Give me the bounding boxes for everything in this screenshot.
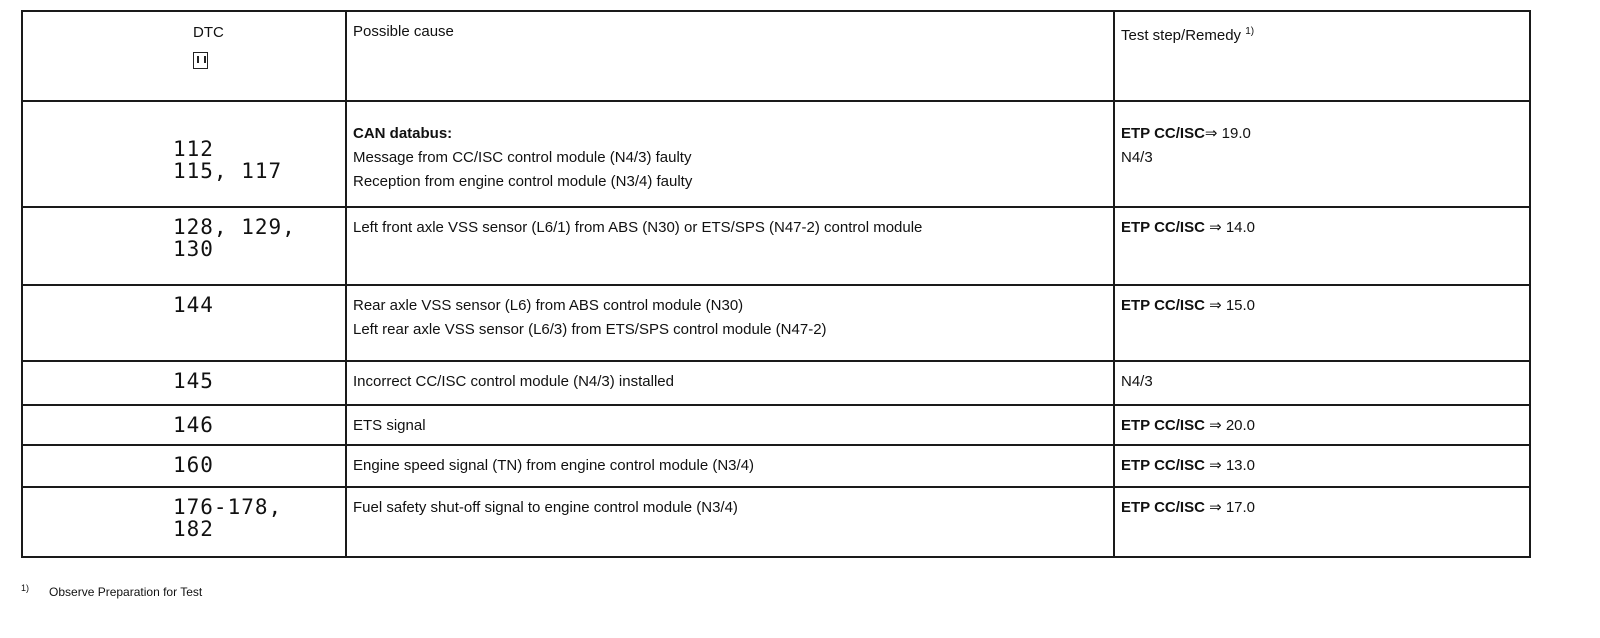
cause-text: Message from CC/ISC control module (N4/3) faulty: [353, 149, 692, 166]
dtc-code: 144: [173, 293, 214, 317]
dtc-header-label: DTC: [193, 24, 224, 41]
remedy-step: ⇒ 14.0: [1209, 219, 1256, 236]
dtc-cell: [22, 487, 346, 557]
footnote-mark: 1): [21, 583, 30, 593]
dtc-cell: [22, 207, 346, 285]
table-row: [22, 207, 1530, 285]
dtc-code: 176-178,: [173, 495, 283, 519]
cause-text: Incorrect CC/ISC control module (N4/3) installed: [353, 373, 674, 390]
cause-header-cell: [346, 11, 1114, 101]
cause-text: Rear axle VSS sensor (L6) from ABS control module (N30): [353, 297, 744, 314]
dtc-table-container: [21, 10, 1529, 558]
remedy-cell: [1114, 405, 1530, 445]
cause-text: Reception from engine control module (N3/4) faulty: [353, 173, 693, 190]
remedy-cell: [1114, 445, 1530, 487]
table-row: [22, 285, 1530, 361]
cause-cell: [346, 361, 1114, 405]
diagnostic-connector-icon: [193, 52, 208, 69]
footnote-text: Observe Preparation for Test: [49, 585, 203, 599]
remedy-cell: [1114, 285, 1530, 361]
remedy-cell: [1114, 361, 1530, 405]
dtc-cell: [22, 361, 346, 405]
remedy-step: ⇒ 20.0: [1209, 417, 1256, 434]
table-header-row: [22, 11, 1530, 101]
remedy-cell: [1114, 487, 1530, 557]
remedy-cell: [1114, 207, 1530, 285]
table-row: [22, 487, 1530, 557]
table-row: [22, 101, 1530, 207]
remedy-cell: [1114, 101, 1530, 207]
dtc-cell: [22, 101, 346, 207]
cause-title: CAN databus:: [353, 125, 453, 142]
dtc-code: 146: [173, 413, 214, 437]
cause-cell: [346, 405, 1114, 445]
remedy-label: ETP CC/ISC: [1121, 219, 1205, 236]
cause-text: Left rear axle VSS sensor (L6/3) from ETS/SPS control module (N47-2): [353, 321, 827, 338]
remedy-header-cell: [1114, 11, 1530, 101]
table-row: [22, 445, 1530, 487]
dtc-code: 130: [173, 237, 214, 261]
footnote: [21, 583, 202, 599]
cause-text: Engine speed signal (TN) from engine control module (N3/4): [353, 457, 755, 474]
cause-text: Fuel safety shut-off signal to engine control module (N3/4): [353, 499, 738, 516]
cause-text: Left front axle VSS sensor (L6/1) from ABS (N30) or ETS/SPS (N47-2) control module: [353, 219, 923, 236]
remedy-step: ⇒ 19.0: [1204, 125, 1251, 142]
remedy-label: ETP CC/ISC: [1121, 499, 1205, 516]
remedy-label: ETP CC/ISC: [1121, 457, 1205, 474]
dtc-cell: [22, 405, 346, 445]
cause-cell: [346, 101, 1114, 207]
dtc-code: 182: [173, 517, 214, 541]
dtc-table: [21, 10, 1531, 558]
remedy-step: ⇒ 17.0: [1209, 499, 1256, 516]
cause-cell: [346, 207, 1114, 285]
remedy-label: ETP CC/ISC: [1121, 417, 1205, 434]
cause-cell: [346, 445, 1114, 487]
dtc-cell: [22, 445, 346, 487]
footnote-ref: 1): [1245, 26, 1255, 37]
remedy-extra: N4/3: [1121, 373, 1153, 390]
cause-header-label: Possible cause: [353, 23, 454, 40]
table-row: [22, 405, 1530, 445]
cause-cell: [346, 285, 1114, 361]
dtc-code: 128, 129,: [173, 215, 296, 239]
remedy-step: ⇒ 15.0: [1209, 297, 1256, 314]
remedy-step: ⇒ 13.0: [1209, 457, 1256, 474]
remedy-label: ETP CC/ISC: [1121, 125, 1205, 142]
remedy-extra: N4/3: [1121, 149, 1153, 166]
dtc-cell: [22, 285, 346, 361]
remedy-header-label: Test step/Remedy: [1121, 27, 1242, 44]
dtc-code: 112: [173, 137, 214, 161]
remedy-label: ETP CC/ISC: [1121, 297, 1205, 314]
cause-text: ETS signal: [353, 417, 426, 434]
dtc-code: 160: [173, 453, 214, 477]
dtc-code: 145: [173, 369, 214, 393]
dtc-code: 115, 117: [173, 159, 283, 183]
dtc-header-cell: [22, 11, 346, 101]
table-row: [22, 361, 1530, 405]
cause-cell: [346, 487, 1114, 557]
